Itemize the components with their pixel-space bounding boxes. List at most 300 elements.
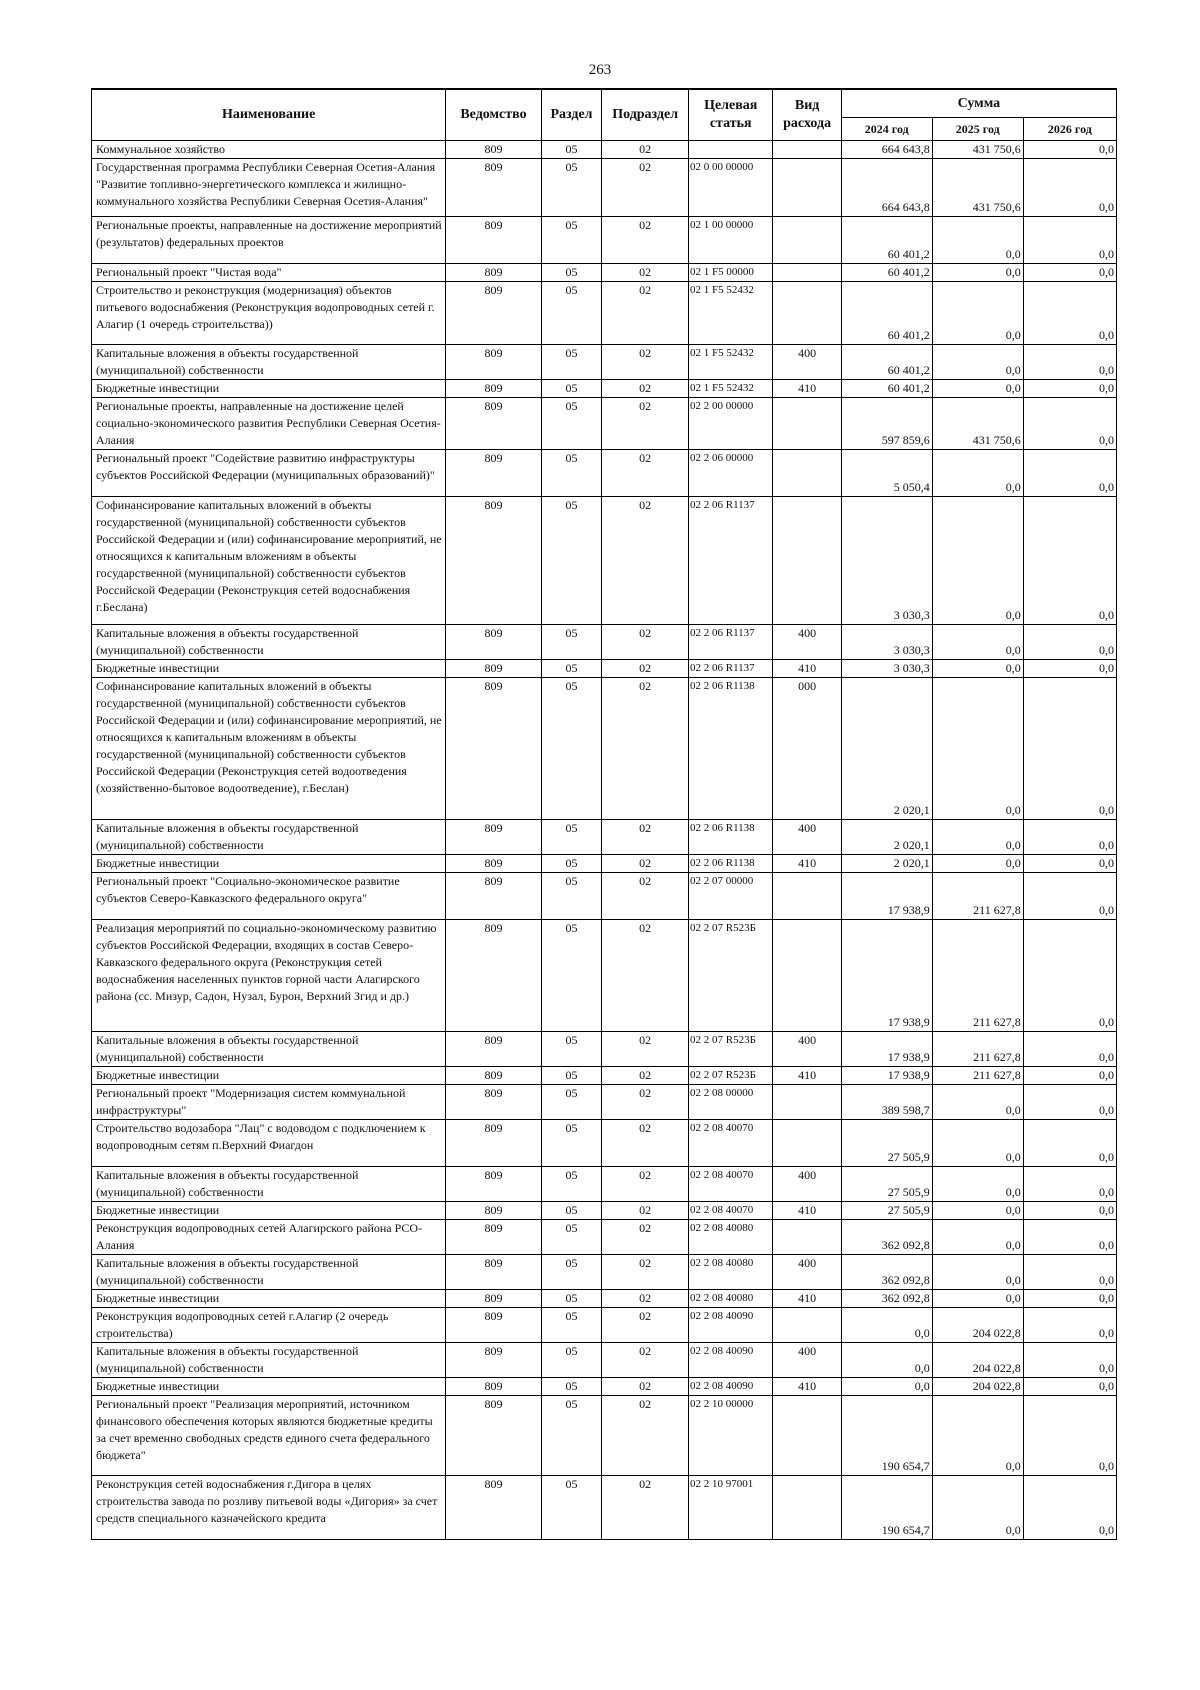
cell-name: Региональный проект "Содействие развитию инфраструктуры субъектов Российской Федерации (муниципальных образований)" bbox=[92, 450, 446, 497]
cell-name: Бюджетные инвестиции bbox=[92, 380, 446, 398]
cell-sum-2024: 362 092,8 bbox=[841, 1290, 932, 1308]
cell-vedomstvo: 809 bbox=[446, 1220, 541, 1255]
cell-vid-raskhoda: 400 bbox=[773, 1032, 841, 1067]
cell-vedomstvo: 809 bbox=[446, 264, 541, 282]
col-header-name: Наименование bbox=[92, 89, 446, 141]
cell-podrazdel: 02 bbox=[602, 625, 689, 660]
cell-vedomstvo: 809 bbox=[446, 497, 541, 625]
cell-podrazdel: 02 bbox=[602, 1067, 689, 1085]
cell-tselevaya-statya: 02 2 07 R523Б bbox=[688, 920, 773, 1032]
cell-podrazdel: 02 bbox=[602, 1202, 689, 1220]
cell-vid-raskhoda bbox=[773, 264, 841, 282]
cell-sum-2025: 0,0 bbox=[932, 1167, 1023, 1202]
cell-name: Строительство водозабора "Лац" с водоводом с подключением к водопроводным сетям п.Верхний Фиагдон bbox=[92, 1120, 446, 1167]
cell-tselevaya-statya: 02 2 07 R523Б bbox=[688, 1067, 773, 1085]
cell-name: Региональный проект "Чистая вода" bbox=[92, 264, 446, 282]
cell-name: Капитальные вложения в объекты государственной (муниципальной) собственности bbox=[92, 1343, 446, 1378]
cell-sum-2026: 0,0 bbox=[1023, 1167, 1116, 1202]
cell-tselevaya-statya: 02 1 F5 52432 bbox=[688, 380, 773, 398]
cell-razdel: 05 bbox=[541, 1290, 602, 1308]
cell-sum-2025: 0,0 bbox=[932, 660, 1023, 678]
cell-tselevaya-statya: 02 2 10 97001 bbox=[688, 1476, 773, 1540]
table-row bbox=[92, 1396, 1117, 1476]
cell-vedomstvo: 809 bbox=[446, 1202, 541, 1220]
cell-sum-2025: 204 022,8 bbox=[932, 1308, 1023, 1343]
cell-sum-2025: 0,0 bbox=[932, 1255, 1023, 1290]
cell-name: Капитальные вложения в объекты государственной (муниципальной) собственности bbox=[92, 1032, 446, 1067]
cell-tselevaya-statya: 02 2 06 R1137 bbox=[688, 660, 773, 678]
cell-razdel: 05 bbox=[541, 1067, 602, 1085]
table-row bbox=[92, 1290, 1117, 1308]
cell-sum-2024: 60 401,2 bbox=[841, 217, 932, 264]
cell-razdel: 05 bbox=[541, 264, 602, 282]
cell-razdel: 05 bbox=[541, 678, 602, 820]
cell-vid-raskhoda: 410 bbox=[773, 660, 841, 678]
cell-sum-2025: 0,0 bbox=[932, 678, 1023, 820]
cell-vid-raskhoda: 410 bbox=[773, 1290, 841, 1308]
cell-tselevaya-statya: 02 0 00 00000 bbox=[688, 159, 773, 217]
cell-vedomstvo: 809 bbox=[446, 1378, 541, 1396]
cell-sum-2024: 3 030,3 bbox=[841, 660, 932, 678]
cell-vedomstvo: 809 bbox=[446, 380, 541, 398]
cell-vid-raskhoda: 400 bbox=[773, 1255, 841, 1290]
cell-sum-2025: 0,0 bbox=[932, 264, 1023, 282]
cell-vid-raskhoda: 410 bbox=[773, 1202, 841, 1220]
cell-vedomstvo: 809 bbox=[446, 873, 541, 920]
cell-sum-2026: 0,0 bbox=[1023, 264, 1116, 282]
cell-sum-2026: 0,0 bbox=[1023, 820, 1116, 855]
cell-vedomstvo: 809 bbox=[446, 625, 541, 660]
cell-podrazdel: 02 bbox=[602, 1085, 689, 1120]
cell-sum-2024: 3 030,3 bbox=[841, 625, 932, 660]
cell-sum-2026: 0,0 bbox=[1023, 1396, 1116, 1476]
cell-vid-raskhoda: 400 bbox=[773, 1167, 841, 1202]
cell-vid-raskhoda: 400 bbox=[773, 625, 841, 660]
table-row bbox=[92, 678, 1117, 820]
cell-sum-2026: 0,0 bbox=[1023, 380, 1116, 398]
table-row bbox=[92, 282, 1117, 345]
cell-vedomstvo: 809 bbox=[446, 450, 541, 497]
cell-sum-2024: 60 401,2 bbox=[841, 380, 932, 398]
cell-vid-raskhoda bbox=[773, 1220, 841, 1255]
cell-vid-raskhoda bbox=[773, 398, 841, 450]
cell-sum-2026: 0,0 bbox=[1023, 141, 1116, 159]
cell-podrazdel: 02 bbox=[602, 141, 689, 159]
col-header-summa: Сумма bbox=[841, 89, 1116, 118]
table-row bbox=[92, 398, 1117, 450]
cell-sum-2026: 0,0 bbox=[1023, 345, 1116, 380]
cell-sum-2026: 0,0 bbox=[1023, 660, 1116, 678]
cell-sum-2026: 0,0 bbox=[1023, 282, 1116, 345]
cell-name: Бюджетные инвестиции bbox=[92, 1202, 446, 1220]
cell-vid-raskhoda bbox=[773, 920, 841, 1032]
cell-sum-2025: 0,0 bbox=[932, 345, 1023, 380]
cell-podrazdel: 02 bbox=[602, 1378, 689, 1396]
cell-podrazdel: 02 bbox=[602, 1120, 689, 1167]
table-row bbox=[92, 1120, 1117, 1167]
cell-sum-2024: 2 020,1 bbox=[841, 678, 932, 820]
cell-name: Реконструкция водопроводных сетей г.Алагир (2 очередь строительства) bbox=[92, 1308, 446, 1343]
table-row bbox=[92, 1085, 1117, 1120]
cell-podrazdel: 02 bbox=[602, 159, 689, 217]
cell-podrazdel: 02 bbox=[602, 1032, 689, 1067]
cell-sum-2024: 17 938,9 bbox=[841, 873, 932, 920]
table-row bbox=[92, 1220, 1117, 1255]
cell-vedomstvo: 809 bbox=[446, 1167, 541, 1202]
table-row bbox=[92, 855, 1117, 873]
table-row bbox=[92, 159, 1117, 217]
cell-razdel: 05 bbox=[541, 345, 602, 380]
cell-vid-raskhoda bbox=[773, 282, 841, 345]
table-row bbox=[92, 264, 1117, 282]
cell-sum-2026: 0,0 bbox=[1023, 1120, 1116, 1167]
cell-sum-2025: 0,0 bbox=[932, 820, 1023, 855]
cell-sum-2026: 0,0 bbox=[1023, 1255, 1116, 1290]
cell-name: Региональный проект "Модернизация систем коммунальной инфраструктуры" bbox=[92, 1085, 446, 1120]
cell-name: Капитальные вложения в объекты государственной (муниципальной) собственности bbox=[92, 625, 446, 660]
cell-tselevaya-statya: 02 2 06 R1138 bbox=[688, 820, 773, 855]
cell-sum-2025: 0,0 bbox=[932, 855, 1023, 873]
cell-podrazdel: 02 bbox=[602, 873, 689, 920]
cell-name: Региональные проекты, направленные на достижение мероприятий (результатов) федеральных проектов bbox=[92, 217, 446, 264]
cell-sum-2025: 0,0 bbox=[932, 450, 1023, 497]
cell-sum-2026: 0,0 bbox=[1023, 450, 1116, 497]
col-header-2026: 2026 год bbox=[1023, 118, 1116, 141]
cell-sum-2026: 0,0 bbox=[1023, 1067, 1116, 1085]
cell-sum-2024: 0,0 bbox=[841, 1343, 932, 1378]
cell-name: Капитальные вложения в объекты государственной (муниципальной) собственности bbox=[92, 1255, 446, 1290]
cell-name: Строительство и реконструкция (модернизация) объектов питьевого водоснабжения (Реконструкция водопроводных сетей г. Алагир (1 очередь строительства)) bbox=[92, 282, 446, 345]
cell-razdel: 05 bbox=[541, 920, 602, 1032]
cell-vedomstvo: 809 bbox=[446, 920, 541, 1032]
cell-razdel: 05 bbox=[541, 1202, 602, 1220]
cell-vedomstvo: 809 bbox=[446, 141, 541, 159]
cell-razdel: 05 bbox=[541, 660, 602, 678]
table-header bbox=[92, 89, 1117, 141]
cell-razdel: 05 bbox=[541, 497, 602, 625]
table-row bbox=[92, 1308, 1117, 1343]
cell-name: Капитальные вложения в объекты государственной (муниципальной) собственности bbox=[92, 345, 446, 380]
cell-vid-raskhoda bbox=[773, 1308, 841, 1343]
col-header-vid-raskhoda: Вид расхода bbox=[773, 89, 841, 141]
cell-sum-2025: 0,0 bbox=[932, 1202, 1023, 1220]
cell-sum-2025: 0,0 bbox=[932, 1476, 1023, 1540]
cell-sum-2026: 0,0 bbox=[1023, 873, 1116, 920]
cell-vedomstvo: 809 bbox=[446, 1067, 541, 1085]
cell-name: Региональный проект "Реализация мероприятий, источником финансового обеспечения которых являются бюджетные кредиты за счет временно свободных средств единого счета федерального бюджета" bbox=[92, 1396, 446, 1476]
cell-sum-2026: 0,0 bbox=[1023, 920, 1116, 1032]
cell-name: Бюджетные инвестиции bbox=[92, 1378, 446, 1396]
table-row bbox=[92, 1032, 1117, 1067]
table-row bbox=[92, 660, 1117, 678]
cell-vid-raskhoda bbox=[773, 1396, 841, 1476]
cell-podrazdel: 02 bbox=[602, 264, 689, 282]
cell-sum-2025: 211 627,8 bbox=[932, 920, 1023, 1032]
cell-sum-2026: 0,0 bbox=[1023, 855, 1116, 873]
cell-vid-raskhoda bbox=[773, 1120, 841, 1167]
table-row bbox=[92, 820, 1117, 855]
table-row bbox=[92, 141, 1117, 159]
cell-vedomstvo: 809 bbox=[446, 820, 541, 855]
cell-sum-2024: 17 938,9 bbox=[841, 1032, 932, 1067]
cell-podrazdel: 02 bbox=[602, 1396, 689, 1476]
cell-sum-2024: 27 505,9 bbox=[841, 1167, 932, 1202]
table-row bbox=[92, 1167, 1117, 1202]
cell-vedomstvo: 809 bbox=[446, 855, 541, 873]
cell-razdel: 05 bbox=[541, 141, 602, 159]
cell-sum-2024: 389 598,7 bbox=[841, 1085, 932, 1120]
cell-razdel: 05 bbox=[541, 1476, 602, 1540]
col-header-2025: 2025 год bbox=[932, 118, 1023, 141]
cell-sum-2024: 3 030,3 bbox=[841, 497, 932, 625]
cell-name: Бюджетные инвестиции bbox=[92, 855, 446, 873]
cell-sum-2026: 0,0 bbox=[1023, 1220, 1116, 1255]
cell-tselevaya-statya: 02 2 08 40080 bbox=[688, 1290, 773, 1308]
cell-sum-2024: 0,0 bbox=[841, 1378, 932, 1396]
cell-sum-2026: 0,0 bbox=[1023, 497, 1116, 625]
cell-sum-2026: 0,0 bbox=[1023, 1202, 1116, 1220]
cell-tselevaya-statya: 02 2 08 40080 bbox=[688, 1220, 773, 1255]
cell-sum-2024: 27 505,9 bbox=[841, 1120, 932, 1167]
cell-sum-2026: 0,0 bbox=[1023, 678, 1116, 820]
cell-sum-2025: 431 750,6 bbox=[932, 159, 1023, 217]
cell-vid-raskhoda bbox=[773, 497, 841, 625]
cell-podrazdel: 02 bbox=[602, 497, 689, 625]
table-row bbox=[92, 1067, 1117, 1085]
cell-tselevaya-statya: 02 2 08 40070 bbox=[688, 1167, 773, 1202]
cell-vedomstvo: 809 bbox=[446, 1396, 541, 1476]
cell-sum-2026: 0,0 bbox=[1023, 625, 1116, 660]
table-row bbox=[92, 1255, 1117, 1290]
cell-vid-raskhoda bbox=[773, 450, 841, 497]
table-row bbox=[92, 450, 1117, 497]
cell-vedomstvo: 809 bbox=[446, 1476, 541, 1540]
cell-sum-2025: 0,0 bbox=[932, 380, 1023, 398]
cell-podrazdel: 02 bbox=[602, 820, 689, 855]
cell-podrazdel: 02 bbox=[602, 380, 689, 398]
cell-razdel: 05 bbox=[541, 1085, 602, 1120]
cell-razdel: 05 bbox=[541, 380, 602, 398]
table-row bbox=[92, 920, 1117, 1032]
cell-name: Капитальные вложения в объекты государственной (муниципальной) собственности bbox=[92, 1167, 446, 1202]
cell-tselevaya-statya: 02 2 06 00000 bbox=[688, 450, 773, 497]
cell-podrazdel: 02 bbox=[602, 1255, 689, 1290]
cell-vedomstvo: 809 bbox=[446, 217, 541, 264]
cell-sum-2026: 0,0 bbox=[1023, 1032, 1116, 1067]
cell-sum-2024: 5 050,4 bbox=[841, 450, 932, 497]
cell-tselevaya-statya bbox=[688, 141, 773, 159]
cell-vid-raskhoda bbox=[773, 141, 841, 159]
table-row bbox=[92, 345, 1117, 380]
col-header-tselevaya-statya: Целевая статья bbox=[688, 89, 773, 141]
cell-podrazdel: 02 bbox=[602, 345, 689, 380]
cell-tselevaya-statya: 02 2 08 40090 bbox=[688, 1308, 773, 1343]
cell-tselevaya-statya: 02 2 07 R523Б bbox=[688, 1032, 773, 1067]
table-row bbox=[92, 1378, 1117, 1396]
cell-sum-2024: 362 092,8 bbox=[841, 1255, 932, 1290]
cell-sum-2025: 211 627,8 bbox=[932, 1067, 1023, 1085]
cell-podrazdel: 02 bbox=[602, 217, 689, 264]
cell-sum-2024: 362 092,8 bbox=[841, 1220, 932, 1255]
cell-sum-2025: 0,0 bbox=[932, 1220, 1023, 1255]
col-header-vedomstvo: Ведомство bbox=[446, 89, 541, 141]
cell-vedomstvo: 809 bbox=[446, 1120, 541, 1167]
cell-tselevaya-statya: 02 2 06 R1138 bbox=[688, 678, 773, 820]
cell-vid-raskhoda bbox=[773, 1476, 841, 1540]
cell-name: Региональные проекты, направленные на достижение целей социально-экономического развития Республики Северная Осетия-Алания bbox=[92, 398, 446, 450]
page-number: 263 bbox=[588, 62, 612, 78]
cell-sum-2024: 17 938,9 bbox=[841, 1067, 932, 1085]
cell-vedomstvo: 809 bbox=[446, 159, 541, 217]
cell-tselevaya-statya: 02 2 08 40080 bbox=[688, 1255, 773, 1290]
cell-name: Реконструкция сетей водоснабжения г.Дигора в целях строительства завода по розливу питьевой воды «Дигория» за счет средств специального казначейского кредита bbox=[92, 1476, 446, 1540]
cell-sum-2025: 0,0 bbox=[932, 497, 1023, 625]
cell-vid-raskhoda: 400 bbox=[773, 820, 841, 855]
cell-sum-2024: 0,0 bbox=[841, 1308, 932, 1343]
cell-name: Софинансирование капитальных вложений в объекты государственной (муниципальной) собственности субъектов Российской Федерации и (или) софинансирование мероприятий, не относящихся к капитальным вложениям в объекты государственной (муниципальной) собственности субъектов Российской Федерации (Реконструкция сетей водоотведения (хозяйственно-бытовое водоотведение), г.Беслан) bbox=[92, 678, 446, 820]
cell-name: Реализация мероприятий по социально-экономическому развитию субъектов Российской Федерации, входящих в состав Северо-Кавказского федерального округа (Реконструкция сетей водоснабжения населенных пунктов горной части Алагирского района (сс. Мизур, Садон, Нузал, Бурон, Верхний Згид и др.) bbox=[92, 920, 446, 1032]
cell-vid-raskhoda bbox=[773, 1085, 841, 1120]
col-header-razdel: Раздел bbox=[541, 89, 602, 141]
cell-tselevaya-statya: 02 2 06 R1137 bbox=[688, 497, 773, 625]
cell-vid-raskhoda: 410 bbox=[773, 1378, 841, 1396]
table-row bbox=[92, 217, 1117, 264]
table-row bbox=[92, 1343, 1117, 1378]
cell-sum-2026: 0,0 bbox=[1023, 1290, 1116, 1308]
cell-vedomstvo: 809 bbox=[446, 678, 541, 820]
cell-sum-2026: 0,0 bbox=[1023, 1085, 1116, 1120]
cell-sum-2025: 204 022,8 bbox=[932, 1378, 1023, 1396]
cell-tselevaya-statya: 02 2 10 00000 bbox=[688, 1396, 773, 1476]
cell-name: Региональный проект "Социально-экономическое развитие субъектов Северо-Кавказского федерального округа" bbox=[92, 873, 446, 920]
cell-sum-2025: 0,0 bbox=[932, 217, 1023, 264]
cell-podrazdel: 02 bbox=[602, 282, 689, 345]
col-header-podrazdel: Подраздел bbox=[602, 89, 689, 141]
cell-podrazdel: 02 bbox=[602, 450, 689, 497]
cell-vid-raskhoda bbox=[773, 873, 841, 920]
cell-tselevaya-statya: 02 2 08 40070 bbox=[688, 1120, 773, 1167]
table-row bbox=[92, 1202, 1117, 1220]
cell-razdel: 05 bbox=[541, 1032, 602, 1067]
cell-vedomstvo: 809 bbox=[446, 1255, 541, 1290]
cell-sum-2025: 0,0 bbox=[932, 282, 1023, 345]
cell-sum-2024: 17 938,9 bbox=[841, 920, 932, 1032]
cell-vid-raskhoda: 410 bbox=[773, 1067, 841, 1085]
cell-vid-raskhoda: 410 bbox=[773, 380, 841, 398]
cell-razdel: 05 bbox=[541, 1255, 602, 1290]
cell-tselevaya-statya: 02 2 08 40090 bbox=[688, 1378, 773, 1396]
cell-name: Бюджетные инвестиции bbox=[92, 660, 446, 678]
cell-sum-2026: 0,0 bbox=[1023, 1343, 1116, 1378]
cell-sum-2026: 0,0 bbox=[1023, 398, 1116, 450]
cell-podrazdel: 02 bbox=[602, 920, 689, 1032]
cell-vid-raskhoda: 400 bbox=[773, 1343, 841, 1378]
cell-tselevaya-statya: 02 1 F5 00000 bbox=[688, 264, 773, 282]
cell-razdel: 05 bbox=[541, 1343, 602, 1378]
cell-sum-2024: 60 401,2 bbox=[841, 282, 932, 345]
table-row bbox=[92, 497, 1117, 625]
cell-podrazdel: 02 bbox=[602, 660, 689, 678]
cell-sum-2026: 0,0 bbox=[1023, 1476, 1116, 1540]
cell-sum-2024: 2 020,1 bbox=[841, 855, 932, 873]
table-body bbox=[92, 141, 1117, 1540]
cell-tselevaya-statya: 02 2 00 00000 bbox=[688, 398, 773, 450]
cell-tselevaya-statya: 02 1 F5 52432 bbox=[688, 282, 773, 345]
cell-sum-2024: 60 401,2 bbox=[841, 264, 932, 282]
cell-razdel: 05 bbox=[541, 820, 602, 855]
cell-sum-2024: 664 643,8 bbox=[841, 141, 932, 159]
cell-razdel: 05 bbox=[541, 1378, 602, 1396]
table-row bbox=[92, 380, 1117, 398]
cell-razdel: 05 bbox=[541, 855, 602, 873]
table-row bbox=[92, 625, 1117, 660]
cell-vid-raskhoda: 410 bbox=[773, 855, 841, 873]
col-header-2024: 2024 год bbox=[841, 118, 932, 141]
cell-vid-raskhoda: 000 bbox=[773, 678, 841, 820]
cell-name: Бюджетные инвестиции bbox=[92, 1067, 446, 1085]
cell-razdel: 05 bbox=[541, 282, 602, 345]
cell-tselevaya-statya: 02 1 00 00000 bbox=[688, 217, 773, 264]
cell-sum-2026: 0,0 bbox=[1023, 1378, 1116, 1396]
cell-name: Капитальные вложения в объекты государственной (муниципальной) собственности bbox=[92, 820, 446, 855]
cell-tselevaya-statya: 02 2 08 40090 bbox=[688, 1343, 773, 1378]
cell-tselevaya-statya: 02 2 08 00000 bbox=[688, 1085, 773, 1120]
cell-sum-2025: 0,0 bbox=[932, 625, 1023, 660]
cell-tselevaya-statya: 02 2 07 00000 bbox=[688, 873, 773, 920]
cell-tselevaya-statya: 02 2 08 40070 bbox=[688, 1202, 773, 1220]
cell-podrazdel: 02 bbox=[602, 678, 689, 820]
table-row bbox=[92, 1476, 1117, 1540]
cell-vedomstvo: 809 bbox=[446, 660, 541, 678]
table-row bbox=[92, 873, 1117, 920]
cell-sum-2025: 211 627,8 bbox=[932, 1032, 1023, 1067]
cell-razdel: 05 bbox=[541, 217, 602, 264]
cell-sum-2025: 0,0 bbox=[932, 1120, 1023, 1167]
cell-razdel: 05 bbox=[541, 1120, 602, 1167]
cell-podrazdel: 02 bbox=[602, 1343, 689, 1378]
cell-razdel: 05 bbox=[541, 873, 602, 920]
cell-sum-2025: 204 022,8 bbox=[932, 1343, 1023, 1378]
cell-vedomstvo: 809 bbox=[446, 345, 541, 380]
cell-vedomstvo: 809 bbox=[446, 1032, 541, 1067]
cell-sum-2026: 0,0 bbox=[1023, 217, 1116, 264]
cell-sum-2024: 597 859,6 bbox=[841, 398, 932, 450]
cell-name: Софинансирование капитальных вложений в объекты государственной (муниципальной) собственности субъектов Российской Федерации и (или) софинансирование мероприятий, не относящихся к капитальным вложениям в объекты государственной (муниципальной) собственности субъектов Российской Федерации (Реконструкция сетей водоснабжения г.Беслана) bbox=[92, 497, 446, 625]
cell-sum-2025: 431 750,6 bbox=[932, 398, 1023, 450]
cell-razdel: 05 bbox=[541, 1308, 602, 1343]
cell-podrazdel: 02 bbox=[602, 1290, 689, 1308]
cell-podrazdel: 02 bbox=[602, 1167, 689, 1202]
cell-sum-2024: 27 505,9 bbox=[841, 1202, 932, 1220]
cell-tselevaya-statya: 02 1 F5 52432 bbox=[688, 345, 773, 380]
cell-podrazdel: 02 bbox=[602, 398, 689, 450]
cell-razdel: 05 bbox=[541, 625, 602, 660]
cell-vedomstvo: 809 bbox=[446, 1290, 541, 1308]
cell-vedomstvo: 809 bbox=[446, 1085, 541, 1120]
cell-sum-2024: 664 643,8 bbox=[841, 159, 932, 217]
cell-razdel: 05 bbox=[541, 398, 602, 450]
cell-sum-2026: 0,0 bbox=[1023, 1308, 1116, 1343]
cell-podrazdel: 02 bbox=[602, 1476, 689, 1540]
cell-podrazdel: 02 bbox=[602, 1308, 689, 1343]
budget-table bbox=[91, 88, 1117, 1540]
cell-sum-2024: 190 654,7 bbox=[841, 1476, 932, 1540]
cell-razdel: 05 bbox=[541, 159, 602, 217]
cell-razdel: 05 bbox=[541, 1167, 602, 1202]
cell-sum-2024: 2 020,1 bbox=[841, 820, 932, 855]
cell-vid-raskhoda: 400 bbox=[773, 345, 841, 380]
cell-tselevaya-statya: 02 2 06 R1137 bbox=[688, 625, 773, 660]
